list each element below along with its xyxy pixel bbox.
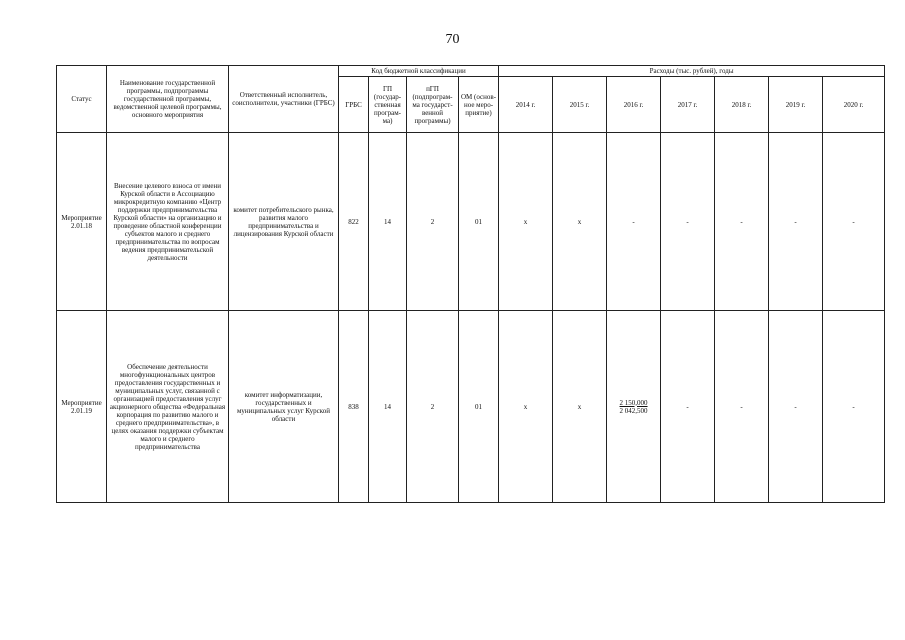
row-grbs: 838: [339, 311, 369, 503]
row-status: Мероприятие 2.01.18: [57, 133, 107, 311]
row-grbs: 822: [339, 133, 369, 311]
header-pgp: пГП (подпрограм-ма государст-венной программы): [407, 77, 459, 133]
row-executor: комитет информатизации, государственных и муниципальных услуг Курской области: [229, 311, 339, 503]
row-status: Мероприятие 2.01.19: [57, 311, 107, 503]
row-gp: 14: [369, 133, 407, 311]
header-executor: Ответственный исполнитель, соисполнители, участники (ГРБС): [229, 66, 339, 133]
row-pgp: 2: [407, 311, 459, 503]
row-y2016: -: [607, 133, 661, 311]
header-year-2016: 2016 г.: [607, 77, 661, 133]
row-y2020: -: [823, 133, 885, 311]
row-om: 01: [459, 133, 499, 311]
y2016-amounts: [620, 399, 648, 415]
row-y2015: х: [553, 133, 607, 311]
header-grbs: ГРБС: [339, 77, 369, 133]
header-om: ОМ (основ-ное меро-приятие): [459, 77, 499, 133]
header-year-2018: 2018 г.: [715, 77, 769, 133]
row-y2016: [607, 311, 661, 503]
row-executor: комитет потребительского рынка, развития малого предпринимательства и лицензирования Курской области: [229, 133, 339, 311]
row-y2018: -: [715, 311, 769, 503]
row-y2017: -: [661, 311, 715, 503]
budget-table: [56, 65, 885, 503]
row-description: Обеспечение деятельности многофункциональных центров предоставления государственных и муниципальных услуг, связанной с организацией предоставления услуг акционерного общества «Федеральная корпорация по развитию малого и среднего предпринимательства», в целях оказания поддержки субъектам малого и среднего предпринимательства: [107, 311, 229, 503]
header-year-2015: 2015 г.: [553, 77, 607, 133]
header-budget-code: Код бюджетной классификации: [339, 66, 499, 77]
header-expenses: Расходы (тыс. рублей), годы: [499, 66, 885, 77]
row-y2019: -: [769, 311, 823, 503]
table-row: [57, 311, 885, 503]
y2016-amount-bottom: 2 042,500: [619, 406, 648, 415]
row-y2014: х: [499, 133, 553, 311]
header-name: Наименование государственной программы, подпрограммы государственной программы, ведомственной целевой программы, основного мероприятия: [107, 66, 229, 133]
header-year-2014: 2014 г.: [499, 77, 553, 133]
row-y2017: -: [661, 133, 715, 311]
row-y2014: х: [499, 311, 553, 503]
row-pgp: 2: [407, 133, 459, 311]
header-year-2019: 2019 г.: [769, 77, 823, 133]
header-gp: ГП (государ-ственная програм-ма): [369, 77, 407, 133]
y2016-amount-top: 2 150,000: [619, 398, 648, 407]
row-y2015: х: [553, 311, 607, 503]
table-row: [57, 133, 885, 311]
row-om: 01: [459, 311, 499, 503]
row-y2020: -: [823, 311, 885, 503]
page-number: 70: [445, 32, 460, 47]
header-year-2020: 2020 г.: [823, 77, 885, 133]
row-y2018: -: [715, 133, 769, 311]
row-gp: 14: [369, 311, 407, 503]
row-y2019: -: [769, 133, 823, 311]
row-description: Внесение целевого взноса от имени Курской области в Ассоциацию микрокредитную компанию «Центр поддержки предпринимательства Курской области» на организацию и проведение областной конференции субъектов малого и среднего предпринимательства по вопросам ведения предпринимательской деятельности: [107, 133, 229, 311]
header-year-2017: 2017 г.: [661, 77, 715, 133]
header-status: Статус: [57, 66, 107, 133]
